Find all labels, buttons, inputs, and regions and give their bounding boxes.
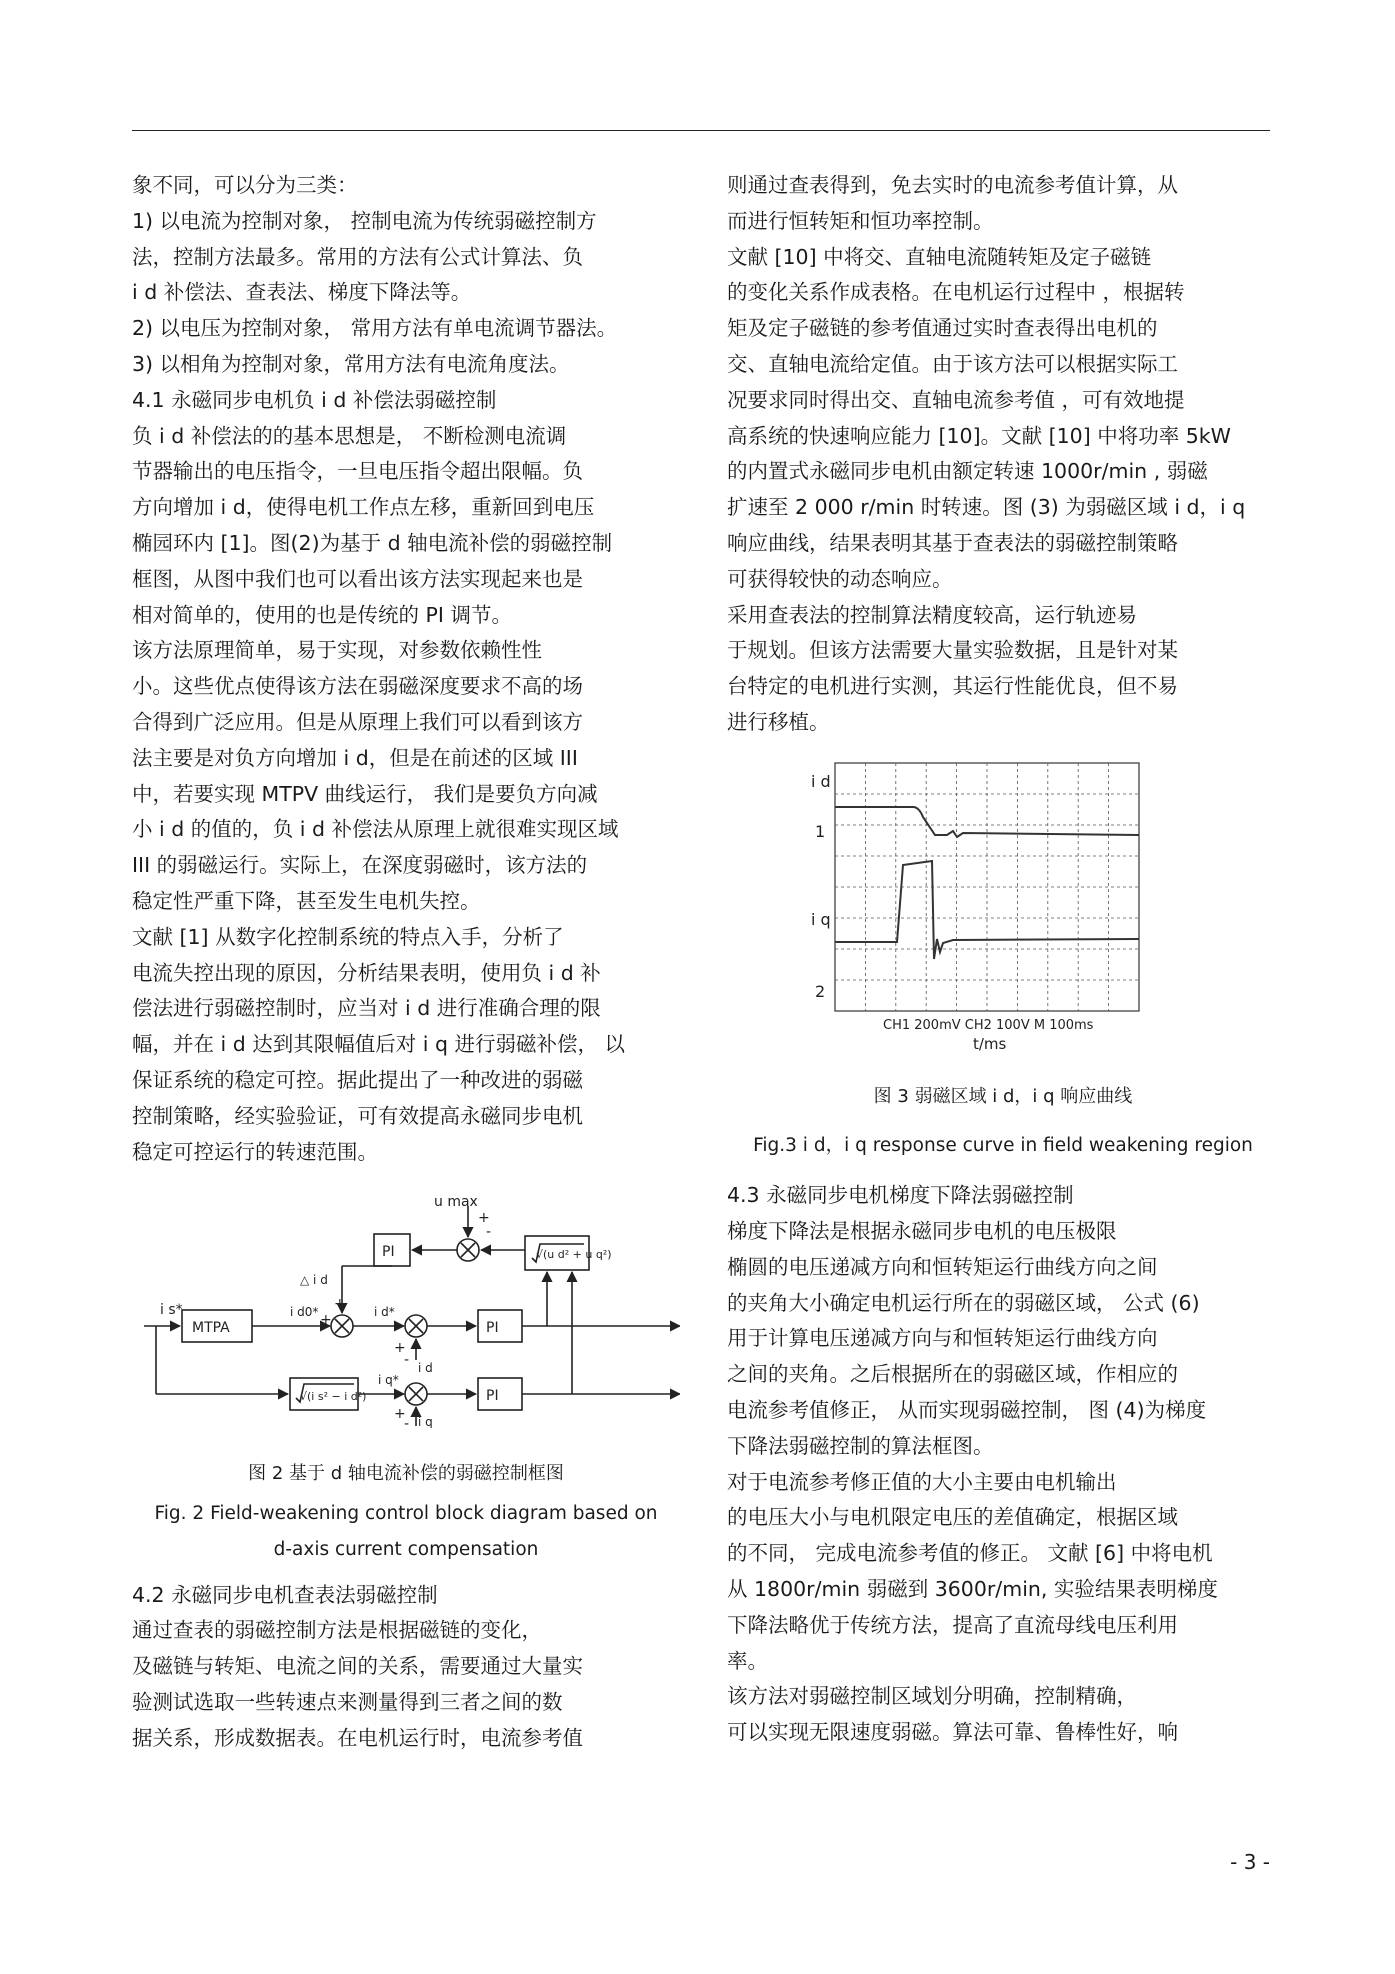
text-line: 负 i d 补偿法的的基本思想是， 不断检测电流调 (132, 423, 567, 448)
label-id-star: i d* (374, 1305, 395, 1320)
text-line: 法主要是对负方向增加 i d，但是在前述的区域 III (132, 745, 578, 770)
mtpa-block-label: MTPA (192, 1320, 230, 1337)
fig3-label-1: 1 (815, 821, 826, 841)
fig3-scope-info: CH1 200mV CH2 100V M 100ms (883, 1017, 1094, 1033)
text-line: 方向增加 i d，使得电机工作点左移，重新回到电压 (132, 495, 595, 520)
label-plus: + (320, 1312, 332, 1329)
text-line: III 的弱磁运行。实际上，在深度弱磁时，该方法的 (132, 853, 588, 878)
text-line: 况要求同时得出交、直轴电流参考值 ，可有效地提 (727, 387, 1185, 412)
fig3-caption-cn: 图 3 弱磁区域 i d，i q 响应曲线 (873, 1085, 1133, 1107)
text-line: 高系统的快速响应能力 [10]。文献 [10] 中将功率 5kW (727, 423, 1231, 448)
text-line: 交、直轴电流给定值。由于该方法可以根据实际工 (727, 351, 1178, 376)
right-body-top (727, 168, 1279, 741)
text-line: 偿法进行弱磁控制时，应当对 i d 进行准确合理的限 (132, 996, 601, 1021)
block-diagram (132, 1192, 680, 1428)
label-id0: i d0* (290, 1305, 319, 1320)
right-section-4-3 (727, 1178, 1279, 1751)
text-line: 相对简单的，使用的也是传统的 PI 调节。 (132, 602, 512, 627)
text-line: 下降法略优于传统方法，提高了直流母线电压利用 (727, 1612, 1178, 1637)
text-line: 的夹角大小确定电机运行所在的弱磁区域， 公式 (6) (727, 1290, 1200, 1315)
pi-block-iq-label: PI (486, 1388, 499, 1405)
text-line: 框图，从图中我们也可以看出该方法实现起来也是 (132, 566, 583, 591)
text-line: 保证系统的稳定可控。据此提出了一种改进的弱磁 (132, 1067, 583, 1092)
label-iq-star: i q* (378, 1373, 399, 1388)
figure-3 (727, 757, 1279, 1164)
text-line: 扩速至 2 000 r/min 时转速。图 (3) 为弱磁区域 i d，i q (727, 495, 1246, 520)
text-line: 进行移植。 (727, 709, 830, 734)
text-line: 文献 [1] 从数字化控制系统的特点入手，分析了 (132, 924, 564, 949)
left-section-4-2 (132, 1578, 680, 1757)
label-id: i d (418, 1361, 433, 1376)
pi-block-top-label: PI (382, 1244, 395, 1261)
text-line: 下降法弱磁控制的算法框图。 (727, 1433, 994, 1458)
text-line: 据关系，形成数据表。在电机运行时，电流参考值 (132, 1725, 583, 1750)
text-line: 则通过查表得到，免去实时的电流参考值计算，从 (727, 173, 1178, 197)
text-line: 通过查表的弱磁控制方法是根据磁链的变化， (132, 1618, 542, 1643)
text-line: 1) 以电流为控制对象， 控制电流为传统弱磁控制方 (132, 208, 597, 233)
text-line: 小 i d 的值的，负 i d 补偿法从原理上就很难实现区域 (132, 817, 619, 842)
text-line: 而进行恒转矩和恒功率控制。 (727, 208, 994, 233)
text-line: 节器输出的电压指令，一旦电压指令超出限幅。负 (132, 459, 583, 484)
text-line: 控制策略，经实验验证，可有效提高永磁同步电机 (132, 1103, 583, 1128)
label-is: i s* (160, 1302, 183, 1319)
fig2-caption-cn: 图 2 基于 d 轴电流补偿的弱磁控制框图 (248, 1463, 564, 1485)
text-line: 幅，并在 i d 达到其限幅值后对 i q 进行弱磁补偿， 以 (132, 1032, 626, 1057)
fig2-caption-en-1: Fig. 2 Field-weakening control block diagram based on (154, 1502, 658, 1524)
section-heading-4-3: 4.3 永磁同步电机梯度下降法弱磁控制 (727, 1183, 1074, 1208)
text-line: 的内置式永磁同步电机由额定转速 1000r/min , 弱磁 (727, 459, 1208, 484)
text-line: 响应曲线，结果表明其基于查表法的弱磁控制策略 (727, 530, 1178, 555)
text-line: i d 补偿法、查表法、梯度下降法等。 (132, 280, 472, 305)
text-line: 的不同， 完成电流参考值的修正。 文献 [6] 中将电机 (727, 1541, 1213, 1566)
fig3-label-2: 2 (815, 981, 826, 1001)
label-delta-id: △ i d (300, 1273, 328, 1288)
text-line: 验测试选取一些转速点来测量得到三者之间的数 (132, 1689, 563, 1714)
label-plus: + (334, 1296, 346, 1313)
text-line: 象不同，可以分为三类： (132, 173, 358, 197)
section-heading-4-1: 4.1 永磁同步电机负 i d 补偿法弱磁控制 (132, 387, 497, 412)
label-iq: i q (418, 1415, 433, 1429)
header-rule (132, 130, 1270, 131)
text-line: 台特定的电机进行实测，其运行性能优良，但不易 (727, 674, 1178, 699)
sqrt-u-label: √(u d² + u q²) (536, 1248, 612, 1262)
label-minus: - (486, 1224, 492, 1241)
left-body (132, 168, 680, 1170)
text-line: 于规划。但该方法需要大量实验数据，且是针对某 (727, 638, 1178, 663)
text-line: 及磁链与转矩、电流之间的关系，需要通过大量实 (132, 1654, 583, 1679)
text-line: 法，控制方法最多。常用的方法有公式计算法、负 (132, 244, 583, 269)
text-line: 可获得较快的动态响应。 (727, 566, 953, 591)
text-line: 该方法对弱磁控制区域划分明确，控制精确， (727, 1684, 1137, 1709)
text-line: 稳定可控运行的转速范围。 (132, 1139, 378, 1164)
text-line: 电流失控出现的原因，分析结果表明，使用负 i d 补 (132, 960, 601, 985)
text-line: 的电压大小与电机限定电压的差值确定，根据区域 (727, 1505, 1178, 1530)
label-umax: u max (434, 1194, 478, 1211)
text-line: 椭园环内 [1]。图(2)为基于 d 轴电流补偿的弱磁控制 (132, 530, 613, 555)
section-heading-4-2: 4.2 永磁同步电机查表法弱磁控制 (132, 1582, 438, 1607)
text-line: 从 1800r/min 弱磁到 3600r/min, 实验结果表明梯度 (727, 1576, 1218, 1601)
text-line: 电流参考值修正， 从而实现弱磁控制， 图 (4)为梯度 (727, 1397, 1207, 1422)
text-line: 文献 [10] 中将交、直轴电流随转矩及定子磁链 (727, 244, 1152, 269)
right-column (727, 168, 1279, 1751)
text-line: 采用查表法的控制算法精度较高，运行轨迹易 (727, 602, 1137, 627)
text-line: 合得到广泛应用。但是从原理上我们可以看到该方 (132, 709, 583, 734)
label-minus: - (404, 1352, 410, 1369)
text-line: 2) 以电压为控制对象， 常用方法有单电流调节器法。 (132, 316, 618, 341)
text-line: 3) 以相角为控制对象，常用方法有电流角度法。 (132, 351, 570, 376)
text-line: 用于计算电压递减方向与和恒转矩运行曲线方向 (727, 1326, 1158, 1351)
figure-2 (132, 1192, 680, 1567)
pi-block-id-label: PI (486, 1320, 499, 1337)
text-line: 矩及定子磁链的参考值通过实时查表得出电机的 (727, 316, 1158, 341)
text-line: 之间的夹角。之后根据所在的弱磁区域，作相应的 (727, 1362, 1178, 1387)
text-line: 中，若要实现 MTPV 曲线运行， 我们是要负方向减 (132, 781, 598, 806)
text-line: 的变化关系作成表格。在电机运行过程中 ，根据转 (727, 280, 1185, 305)
text-line: 该方法原理简单，易于实现，对参数依赖性性 (132, 638, 542, 663)
label-plus: + (478, 1210, 490, 1227)
fig3-label-id: i d (811, 771, 831, 791)
text-line: 小。这些优点使得该方法在弱磁深度要求不高的场 (132, 674, 583, 699)
text-line: 梯度下降法是根据永磁同步电机的电压极限 (727, 1218, 1117, 1243)
fig2-caption-en-2: d-axis current compensation (273, 1538, 539, 1560)
sqrt-i-label: √(i s² − i d²) (300, 1390, 367, 1404)
fig3-label-iq: i q (811, 909, 831, 929)
fig3-caption-en: Fig.3 i d，i q response curve in field weakening region (753, 1135, 1253, 1157)
fig3-xlabel: t/ms (973, 1034, 1007, 1053)
text-line: 可以实现无限速度弱磁。算法可靠、鲁棒性好，响 (727, 1720, 1178, 1745)
label-plus: + (394, 1340, 406, 1357)
oscilloscope-plot (727, 757, 1279, 1055)
page-number: - 3 - (1230, 1850, 1270, 1874)
text-line: 对于电流参考修正值的大小主要由电机输出 (727, 1469, 1117, 1494)
label-plus: + (394, 1406, 406, 1423)
left-column (132, 168, 680, 1756)
text-line: 率。 (727, 1648, 768, 1673)
label-minus: - (404, 1416, 410, 1429)
text-line: 稳定性严重下降，甚至发生电机失控。 (132, 888, 481, 913)
text-line: 椭圆的电压递减方向和恒转矩运行曲线方向之间 (727, 1254, 1158, 1279)
